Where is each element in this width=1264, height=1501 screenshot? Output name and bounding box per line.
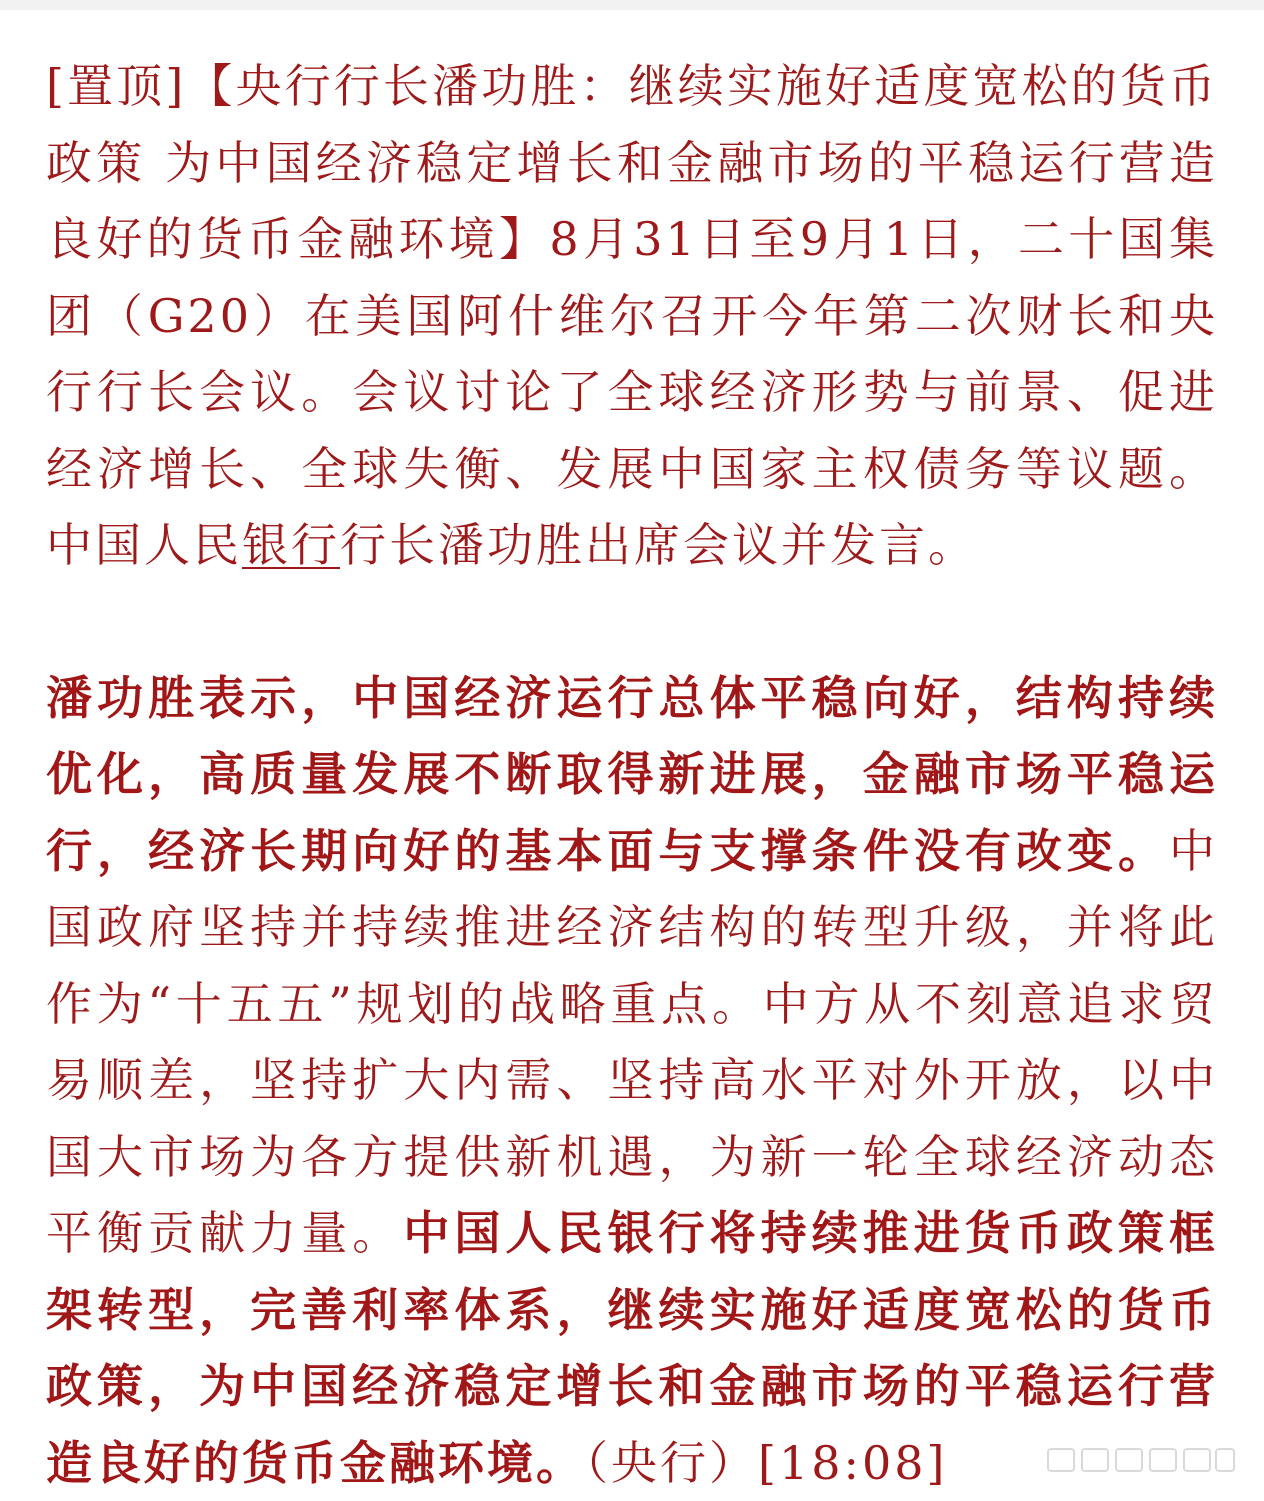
intro-body: 8月31日至9月1日，二十国集团（G20）在美国阿什维尔召开今年第二次财长和央行行长会议。会议讨论了全球经济形势与前景、促进经济增长、全球失衡、发展中国家主权债务等议题。中国人民 — [46, 212, 1218, 572]
bank-link[interactable]: 银行 — [242, 518, 340, 572]
timestamp: [18:08] — [758, 1436, 947, 1490]
paragraph-statement — [46, 660, 1218, 1501]
top-status-strip — [0, 0, 1264, 10]
headline: 【央行行长潘功胜：继续实施好适度宽松的货币政策 为中国经济稳定增长和金融市场的平稳运行营造良好的货币金融环境】 — [46, 59, 1218, 266]
faded-watermark-icon — [1046, 1439, 1236, 1475]
paragraph-intro — [46, 48, 1218, 584]
statement-bold-tail: 中国人民银行将持续推进货币政策框架转型，完善利率体系，继续实施好适度宽松的货币政策，为中国经济稳定增长和金融市场的平稳运行营造良好的货币金融环境。 — [46, 1206, 1218, 1490]
statement-bold-lead: 潘功胜表示，中国经济运行总体平稳向好，结构持续优化，高质量发展不断取得新进展，金融市场平稳运行，经济长期向好的基本面与支撑条件没有改变。 — [46, 671, 1218, 878]
source-label: （央行） — [585, 1436, 758, 1490]
statement-body: 中国政府坚持并持续推进经济结构的转型升级，并将此作为“十五五”规划的战略重点。中方从不刻意追求贸易顺差，坚持扩大内需、坚持高水平对外开放，以中国大市场为各方提供新机遇，为新一轮全球经济动态平衡贡献力量。 — [46, 824, 1218, 1261]
pin-tag: [置顶] — [46, 59, 186, 113]
news-article — [46, 48, 1218, 1501]
intro-body-end: 行长潘功胜出席会议并发言。 — [340, 518, 977, 572]
